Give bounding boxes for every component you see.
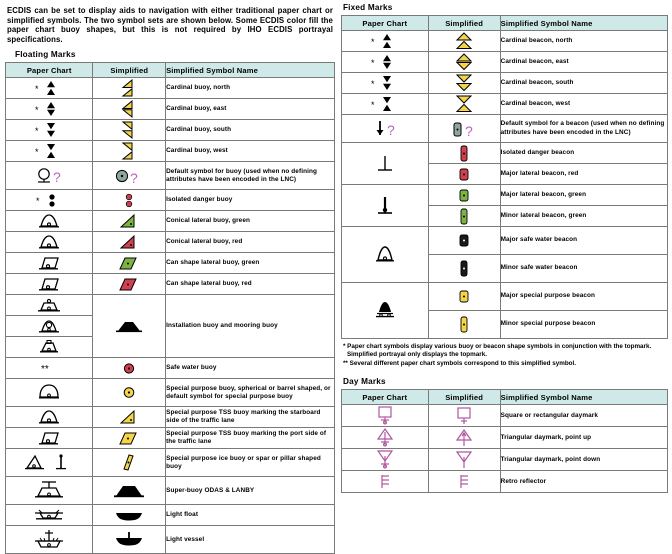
paper-chart-triangular-up-daymark-icon <box>341 427 428 449</box>
symbol-name: Triangular daymark, point down <box>500 449 667 471</box>
simplified-can-red-icon <box>93 274 166 295</box>
simplified-default-beacon-icon <box>428 115 500 143</box>
table-row <box>341 52 667 73</box>
symbol-name: Special purpose TSS buoy marking the starboard side of the traffic lane <box>166 407 335 428</box>
simplified-cardinal-beacon-north-icon <box>428 31 500 52</box>
paper-chart-spherical-buoy-icon <box>6 379 93 407</box>
simplified-minor-special-purpose-icon <box>428 311 500 339</box>
symbol-name: Isolated danger beacon <box>500 143 667 164</box>
svg-text:*: * <box>36 195 40 206</box>
simplified-triangular-down-daymark-icon <box>428 449 500 471</box>
svg-text:*: * <box>35 104 39 115</box>
table-row <box>341 143 667 164</box>
symbol-name: Minor safe water beacon <box>500 255 667 283</box>
paper-chart-can-buoy-icon <box>6 253 93 274</box>
table-row <box>341 73 667 94</box>
intro-paragraph: ECDIS can be set to display aids to navigation with either traditional paper chart or simplified symbols. The two symbol sets are shown below. Some ECDIS color fill the paper chart buoy shapes, but this is not required by IHO ECDIS portrayal specifications. <box>7 6 333 44</box>
symbol-name: Default symbol for a beacon (used when no defining attributes have been encoded in the LNC) <box>500 115 667 143</box>
svg-text:*: * <box>370 78 375 89</box>
table-row <box>6 379 335 407</box>
column-header-symbol-name: Simplified Symbol Name <box>500 16 667 31</box>
table-row <box>6 449 335 477</box>
paper-chart-ice-spar-buoy-icon <box>6 449 93 477</box>
paper-chart-default-beacon-icon <box>341 115 428 143</box>
paper-chart-installation-buoy-icon <box>6 295 93 316</box>
symbol-name: Cardinal beacon, west <box>500 94 667 115</box>
table-row <box>6 78 335 99</box>
table-row <box>6 526 335 554</box>
table-row <box>6 253 335 274</box>
simplified-minor-safe-water-icon <box>428 255 500 283</box>
simplified-square-daymark-icon <box>428 405 500 427</box>
simplified-cardinal-north-icon <box>93 78 166 99</box>
symbol-name: Major safe water beacon <box>500 227 667 255</box>
table-row <box>341 31 667 52</box>
table-header-row <box>341 390 667 405</box>
paper-chart-cardinal-west-icon <box>341 94 428 115</box>
fixed-marks-table <box>341 15 668 339</box>
symbol-name: Major lateral beacon, red <box>500 164 667 185</box>
symbol-name: Major lateral beacon, green <box>500 185 667 206</box>
simplified-triangular-up-daymark-icon <box>428 427 500 449</box>
simplified-cardinal-south-icon <box>93 120 166 141</box>
paper-chart-double-asterisk-icon <box>6 358 93 379</box>
simplified-safe-water-icon <box>93 358 166 379</box>
simplified-special-purpose-icon <box>93 379 166 407</box>
paper-chart-super-buoy-icon <box>6 477 93 505</box>
simplified-isolated-danger-icon <box>93 190 166 211</box>
paper-chart-conical-beacon-icon <box>341 227 428 283</box>
simplified-conical-green-icon <box>93 211 166 232</box>
svg-text:*: * <box>35 146 39 157</box>
simplified-cardinal-beacon-west-icon <box>428 94 500 115</box>
simplified-can-green-icon <box>93 253 166 274</box>
symbol-name: Can shape lateral buoy, red <box>166 274 335 295</box>
table-row <box>341 227 667 255</box>
simplified-cardinal-beacon-east-icon <box>428 52 500 73</box>
symbol-name: Light vessel <box>166 526 335 554</box>
svg-text:?: ? <box>386 121 395 138</box>
symbol-name: Minor lateral beacon, green <box>500 206 667 227</box>
paper-chart-triangular-down-daymark-icon <box>341 449 428 471</box>
table-row <box>6 358 335 379</box>
paper-chart-square-daymark-icon <box>341 405 428 427</box>
table-row <box>6 211 335 232</box>
symbol-name: Cardinal buoy, south <box>166 120 335 141</box>
table-row <box>6 477 335 505</box>
column-header-paper-chart: Paper Chart <box>6 63 93 78</box>
floating-marks-table <box>5 62 335 554</box>
paper-chart-light-vessel-icon <box>6 526 93 554</box>
table-header-row <box>341 16 667 31</box>
symbol-name: Can shape lateral buoy, green <box>166 253 335 274</box>
symbol-name: Installation buoy and mooring buoy <box>166 295 335 358</box>
symbol-name: Cardinal beacon, south <box>500 73 667 94</box>
table-row <box>6 505 335 526</box>
table-row <box>6 295 335 316</box>
svg-text:?: ? <box>465 122 473 139</box>
paper-chart-cardinal-south-icon <box>6 120 93 141</box>
symbol-name: Conical lateral buoy, red <box>166 232 335 253</box>
right-column <box>341 3 668 485</box>
simplified-conical-red-icon <box>93 232 166 253</box>
simplified-major-special-purpose-icon <box>428 283 500 311</box>
table-row <box>341 115 667 143</box>
symbol-name: Conical lateral buoy, green <box>166 211 335 232</box>
column-header-symbol-name: Simplified Symbol Name <box>166 63 335 78</box>
symbol-name: Cardinal beacon, east <box>500 52 667 73</box>
column-header-simplified: Simplified <box>428 16 500 31</box>
column-header-symbol-name: Simplified Symbol Name <box>500 390 667 405</box>
paper-chart-default-buoy-icon <box>6 162 93 190</box>
simplified-tss-port-icon <box>93 428 166 449</box>
simplified-ice-buoy-icon <box>93 449 166 477</box>
symbol-name: Default symbol for buoy (used when no defining attributes have been encoded in the LNC) <box>166 162 335 190</box>
simplified-cardinal-west-icon <box>93 141 166 162</box>
symbol-name: Light float <box>166 505 335 526</box>
symbol-name: Cardinal buoy, north <box>166 78 335 99</box>
table-row <box>6 120 335 141</box>
symbol-name: Retro reflector <box>500 471 667 493</box>
symbol-name: Isolated danger buoy <box>166 190 335 211</box>
simplified-tss-starboard-icon <box>93 407 166 428</box>
footnote-1: * Paper chart symbols display various buoy or beacon shape symbols in conjunction with the topmark. <box>342 343 652 350</box>
table-row <box>341 405 667 427</box>
symbol-name: Major special purpose beacon <box>500 283 667 311</box>
svg-text:*: * <box>370 99 375 110</box>
symbol-name: Triangular daymark, point up <box>500 427 667 449</box>
simplified-major-safe-water-icon <box>428 227 500 255</box>
table-row <box>6 274 335 295</box>
svg-text:*: * <box>35 83 39 94</box>
paper-chart-conical-buoy-icon <box>6 232 93 253</box>
paper-chart-cardinal-east-icon <box>341 52 428 73</box>
symbol-name: Cardinal beacon, north <box>500 31 667 52</box>
svg-text:?: ? <box>53 168 61 185</box>
table-row <box>341 449 667 471</box>
paper-chart-can-buoy-icon <box>6 274 93 295</box>
paper-chart-major-beacon-icon <box>341 185 428 227</box>
table-row <box>6 407 335 428</box>
fixed-marks-footnotes <box>343 343 668 368</box>
simplified-isolated-danger-beacon-icon <box>428 143 500 164</box>
simplified-cardinal-east-icon <box>93 99 166 120</box>
symbol-name: Special purpose buoy, spherical or barrel shaped, or default symbol for special purpose buoy <box>166 379 335 407</box>
symbol-name: Cardinal buoy, east <box>166 99 335 120</box>
paper-chart-installation-buoy-small-icon <box>6 337 93 358</box>
simplified-default-buoy-icon <box>93 162 166 190</box>
simplified-major-lateral-green-icon <box>428 185 500 206</box>
table-row <box>6 190 335 211</box>
table-row <box>341 94 667 115</box>
footnote-1-cont: Simplified portrayal only displays the topmark. <box>346 351 487 359</box>
paper-chart-can-buoy-icon <box>6 428 93 449</box>
column-header-paper-chart: Paper Chart <box>341 16 428 31</box>
simplified-light-vessel-icon <box>93 526 166 554</box>
paper-chart-conical-buoy-icon <box>6 407 93 428</box>
column-header-paper-chart: Paper Chart <box>341 390 428 405</box>
table-row <box>341 427 667 449</box>
svg-text:**: ** <box>41 363 49 375</box>
paper-chart-minor-beacon-icon <box>341 143 428 185</box>
day-marks-table <box>341 389 668 493</box>
table-row <box>6 162 335 190</box>
simplified-cardinal-beacon-south-icon <box>428 73 500 94</box>
simplified-light-float-icon <box>93 505 166 526</box>
table-header-row <box>6 63 335 78</box>
fixed-marks-title: Fixed Marks <box>342 3 393 12</box>
paper-chart-isolated-danger-icon <box>6 190 93 211</box>
simplified-major-lateral-red-icon <box>428 164 500 185</box>
table-row <box>6 99 335 120</box>
simplified-super-buoy-icon <box>93 477 166 505</box>
paper-chart-cardinal-west-icon <box>6 141 93 162</box>
footnote-2: ** Several different paper chart symbols correspond to this simplified symbol. <box>342 359 577 367</box>
symbol-name: Super-buoy ODAS & LANBY <box>166 477 335 505</box>
paper-chart-conical-buoy-icon <box>6 211 93 232</box>
svg-text:*: * <box>370 57 375 68</box>
table-row <box>6 428 335 449</box>
table-row <box>341 283 667 311</box>
day-marks-title: Day Marks <box>342 377 386 387</box>
floating-marks-title: Floating Marks <box>15 50 76 60</box>
paper-chart-light-float-icon <box>6 505 93 526</box>
symbol-name: Special purpose ice buoy or spar or pillar shaped buoy <box>166 449 335 477</box>
table-row <box>6 232 335 253</box>
column-header-simplified: Simplified <box>428 390 500 405</box>
paper-chart-special-beacon-icon <box>341 283 428 339</box>
table-row <box>341 185 667 206</box>
paper-chart-cardinal-north-icon <box>6 78 93 99</box>
paper-chart-cardinal-north-icon <box>341 31 428 52</box>
symbol-name: Special purpose TSS buoy marking the port side of the traffic lane <box>166 428 335 449</box>
column-header-simplified: Simplified <box>93 63 166 78</box>
simplified-minor-lateral-green-icon <box>428 206 500 227</box>
symbol-name: Minor special purpose beacon <box>500 311 667 339</box>
svg-text:*: * <box>370 36 375 47</box>
paper-chart-cardinal-south-icon <box>341 73 428 94</box>
paper-chart-mooring-buoy-icon <box>6 316 93 337</box>
paper-chart-cardinal-east-icon <box>6 99 93 120</box>
table-row <box>6 141 335 162</box>
symbol-name: Square or rectangular daymark <box>500 405 667 427</box>
svg-text:?: ? <box>130 169 139 186</box>
simplified-installation-buoy-icon <box>93 295 166 358</box>
symbol-name: Cardinal buoy, west <box>166 141 335 162</box>
symbol-name: Safe water buoy <box>166 358 335 379</box>
svg-text:*: * <box>35 125 39 136</box>
left-column <box>5 3 341 543</box>
